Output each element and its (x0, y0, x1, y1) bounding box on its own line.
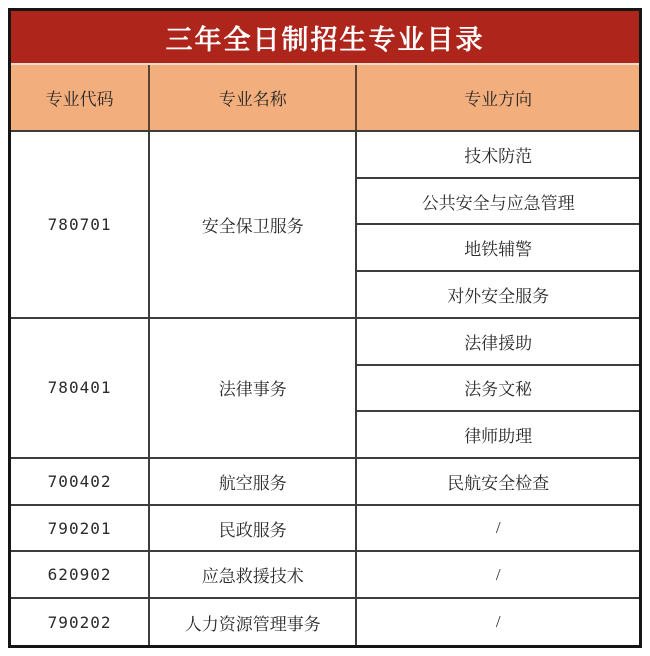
page-title: 三年全日制招生专业目录 (165, 24, 485, 55)
table-row (11, 458, 639, 505)
major-name-cell: 应急救援技术 (149, 551, 356, 598)
major-name-cell: 人力资源管理事务 (149, 598, 356, 645)
table-header (11, 65, 639, 131)
major-code-cell: 700402 (11, 458, 149, 505)
major-code-cell: 790202 (11, 598, 149, 645)
major-code-cell: 780401 (11, 318, 149, 458)
major-direction-cell: 法律援助 (356, 318, 639, 365)
table-row (11, 505, 639, 552)
major-name-cell: 航空服务 (149, 458, 356, 505)
major-direction-cell: 公共安全与应急管理 (356, 178, 639, 225)
major-direction-cell: 律师助理 (356, 411, 639, 458)
table-row (11, 598, 639, 645)
major-direction-cell: 民航安全检查 (356, 458, 639, 505)
major-code-cell: 780701 (11, 131, 149, 318)
catalog-table-frame (8, 8, 642, 648)
major-direction-cell: / (356, 598, 639, 645)
header-row (11, 65, 639, 131)
table-row (11, 318, 639, 365)
table-row (11, 551, 639, 598)
major-direction-cell: / (356, 505, 639, 552)
major-direction-cell: 法务文秘 (356, 365, 639, 412)
major-direction-cell: / (356, 551, 639, 598)
column-header-major-name: 专业名称 (149, 65, 356, 131)
major-name-cell: 安全保卫服务 (149, 131, 356, 318)
column-header-major-code: 专业代码 (11, 65, 149, 131)
major-code-cell: 620902 (11, 551, 149, 598)
major-code-cell: 790201 (11, 505, 149, 552)
major-name-cell: 民政服务 (149, 505, 356, 552)
column-header-major-direction: 专业方向 (356, 65, 639, 131)
major-direction-cell: 对外安全服务 (356, 271, 639, 318)
major-name-cell: 法律事务 (149, 318, 356, 458)
major-catalog-table (11, 65, 639, 645)
table-body (11, 131, 639, 645)
table-row (11, 131, 639, 178)
major-direction-cell: 技术防范 (356, 131, 639, 178)
major-direction-cell: 地铁辅警 (356, 224, 639, 271)
title-banner (11, 11, 639, 65)
